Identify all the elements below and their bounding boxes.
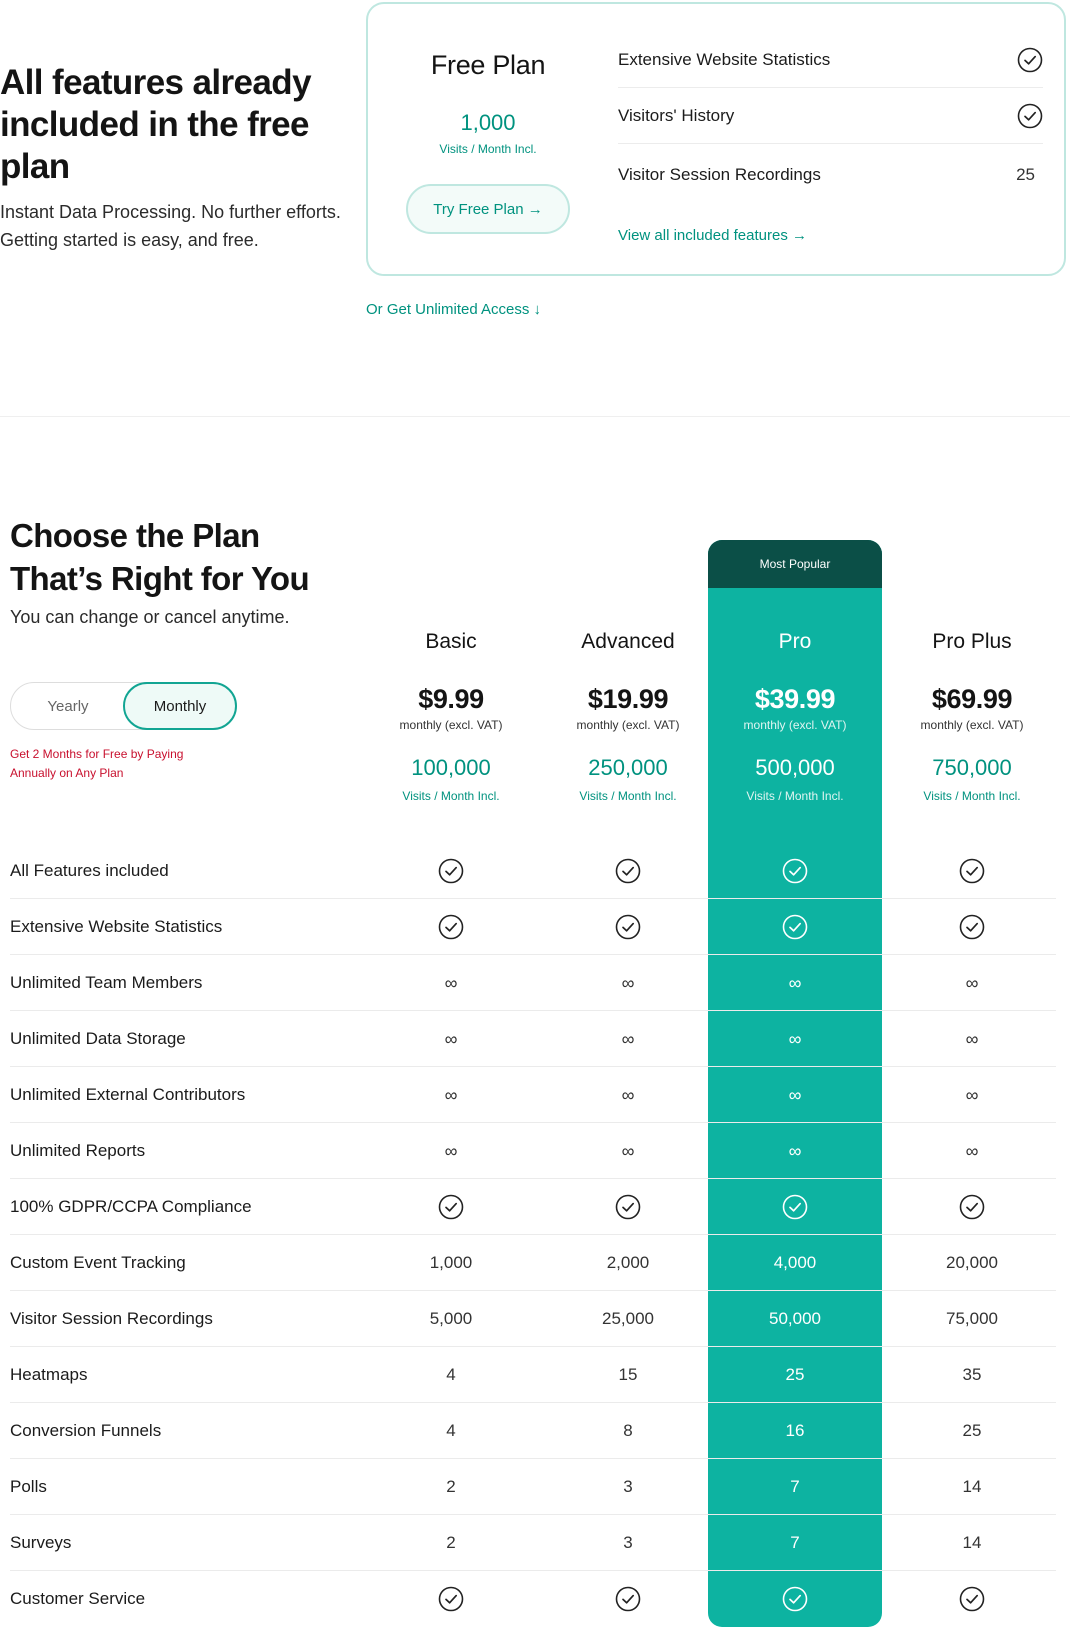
feature-cell-check <box>364 843 538 899</box>
free-plan-intro <box>0 62 350 254</box>
feature-row <box>10 1067 1056 1123</box>
infinity-icon: ∞ <box>444 1084 458 1105</box>
feature-cell-infinity <box>708 1123 882 1179</box>
plan-visits: 750,000 <box>932 755 1012 780</box>
feature-cell-value <box>708 1403 882 1459</box>
check-circle-icon <box>782 1586 808 1612</box>
feature-cell-infinity <box>708 1067 882 1123</box>
feature-row <box>10 1403 1056 1459</box>
feature-cell-infinity <box>541 955 715 1011</box>
plan-name: Advanced <box>581 630 675 653</box>
feature-label: Unlimited Data Storage <box>10 1029 186 1048</box>
check-circle-icon <box>959 914 985 940</box>
annual-promo-text: Get 2 Months for Free by Paying Annually on Any Plan <box>10 747 184 780</box>
feature-row <box>10 1011 1056 1067</box>
feature-cell-value <box>885 1235 1059 1291</box>
feature-value: 25 <box>785 1365 805 1384</box>
feature-value: 4,000 <box>773 1253 817 1272</box>
section-divider <box>0 416 1070 417</box>
check-circle-icon <box>1017 47 1043 73</box>
feature-cell-check <box>541 843 715 899</box>
feature-cell-value <box>364 1515 538 1571</box>
feature-label: Visitor Session Recordings <box>10 1309 213 1328</box>
feature-value: 3 <box>623 1477 633 1496</box>
feature-cell-check <box>541 899 715 955</box>
feature-cell-check <box>708 1179 882 1235</box>
plan-header-advanced <box>541 630 715 803</box>
check-circle-icon <box>438 1586 464 1612</box>
feature-cell-value <box>541 1291 715 1347</box>
feature-cell-value <box>541 1347 715 1403</box>
plan-price: $69.99 <box>931 684 1013 714</box>
feature-row <box>10 1459 1056 1515</box>
feature-value: 2 <box>446 1533 456 1552</box>
feature-label: Unlimited External Contributors <box>10 1085 246 1104</box>
infinity-icon: ∞ <box>621 1140 635 1161</box>
infinity-icon: ∞ <box>788 1140 802 1161</box>
free-plan-feature-row <box>618 32 1043 88</box>
free-plan-heading: All features already included in the free plan <box>0 63 311 186</box>
feature-row <box>10 1179 1056 1235</box>
feature-cell-value <box>364 1347 538 1403</box>
feature-cell-value <box>364 1459 538 1515</box>
feature-cell-check <box>708 899 882 955</box>
check-circle-icon <box>782 914 808 940</box>
feature-row <box>10 1571 1056 1627</box>
feature-cell-value <box>885 1403 1059 1459</box>
plan-price: $39.99 <box>754 684 836 714</box>
free-plan-card <box>366 2 1066 276</box>
check-circle-icon <box>1017 103 1043 129</box>
feature-value: 20,000 <box>946 1253 998 1272</box>
check-circle-icon <box>959 1194 985 1220</box>
feature-value: 15 <box>618 1365 638 1384</box>
feature-cell-value <box>885 1347 1059 1403</box>
infinity-icon: ∞ <box>621 1084 635 1105</box>
feature-cell-infinity <box>364 1067 538 1123</box>
feature-value: 5,000 <box>429 1309 473 1328</box>
plan-price-note: monthly (excl. VAT) <box>576 718 680 732</box>
feature-label: Unlimited Team Members <box>10 973 203 992</box>
feature-row <box>10 1235 1056 1291</box>
free-plan-feature-check <box>1017 103 1043 129</box>
plan-visits-label: Visits / Month Incl. <box>402 789 500 803</box>
feature-cell-value <box>708 1459 882 1515</box>
view-all-features-link[interactable]: View all included features → <box>618 227 807 244</box>
plan-price: $9.99 <box>418 684 484 714</box>
infinity-icon: ∞ <box>444 1028 458 1049</box>
feature-row <box>10 955 1056 1011</box>
feature-cell-check <box>364 899 538 955</box>
feature-cell-check <box>364 1571 538 1627</box>
plan-price: $19.99 <box>587 684 669 714</box>
feature-value: 35 <box>962 1365 982 1384</box>
feature-label: Conversion Funnels <box>10 1421 162 1440</box>
plan-visits-label: Visits / Month Incl. <box>746 789 844 803</box>
feature-value: 50,000 <box>769 1309 821 1328</box>
infinity-icon: ∞ <box>965 1140 979 1161</box>
feature-row <box>10 843 1056 899</box>
free-plan-feature-label: Visitor Session Recordings <box>618 165 821 184</box>
infinity-icon: ∞ <box>788 1028 802 1049</box>
infinity-icon: ∞ <box>621 972 635 993</box>
feature-cell-value <box>364 1403 538 1459</box>
check-circle-icon <box>782 858 808 884</box>
most-popular-badge: Most Popular <box>708 540 882 588</box>
feature-cell-value <box>364 1291 538 1347</box>
plan-name: Pro Plus <box>932 630 1012 653</box>
check-circle-icon <box>615 1194 641 1220</box>
free-plan-feature-label: Extensive Website Statistics <box>618 49 831 69</box>
feature-cell-infinity <box>541 1011 715 1067</box>
check-circle-icon <box>438 1194 464 1220</box>
feature-cell-infinity <box>885 1067 1059 1123</box>
plan-visits: 250,000 <box>588 755 668 780</box>
feature-row <box>10 1347 1056 1403</box>
feature-value: 4 <box>446 1421 456 1440</box>
feature-label: Unlimited Reports <box>10 1141 146 1160</box>
free-plan-feature-row <box>618 144 1043 206</box>
free-plan-visits: 1,000 <box>460 110 516 135</box>
infinity-icon: ∞ <box>965 972 979 993</box>
check-circle-icon <box>959 858 985 884</box>
feature-label: Custom Event Tracking <box>10 1253 186 1272</box>
feature-cell-check <box>885 899 1059 955</box>
infinity-icon: ∞ <box>444 972 458 993</box>
feature-cell-check <box>541 1179 715 1235</box>
feature-cell-check <box>541 1571 715 1627</box>
get-unlimited-access-link[interactable]: Or Get Unlimited Access ↓ <box>366 301 542 318</box>
feature-value: 7 <box>790 1477 800 1496</box>
feature-value: 25,000 <box>602 1309 654 1328</box>
feature-label: Heatmaps <box>10 1365 88 1384</box>
feature-value: 8 <box>623 1421 633 1440</box>
infinity-icon: ∞ <box>788 1084 802 1105</box>
feature-cell-infinity <box>541 1123 715 1179</box>
feature-value: 14 <box>962 1477 982 1496</box>
feature-comparison-table <box>10 843 1056 1627</box>
feature-cell-value <box>364 1235 538 1291</box>
plan-header-pro-plus <box>885 630 1059 803</box>
plan-price-note: monthly (excl. VAT) <box>399 718 503 732</box>
plan-price-note: monthly (excl. VAT) <box>920 718 1024 732</box>
feature-value: 4 <box>446 1365 456 1384</box>
feature-cell-infinity <box>364 955 538 1011</box>
check-circle-icon <box>615 1586 641 1612</box>
feature-label: Customer Service <box>10 1589 146 1608</box>
plan-visits-label: Visits / Month Incl. <box>923 789 1021 803</box>
feature-cell-value <box>885 1515 1059 1571</box>
feature-cell-infinity <box>541 1067 715 1123</box>
feature-value: 2,000 <box>606 1253 650 1272</box>
feature-cell-value <box>708 1515 882 1571</box>
free-plan-feature-row <box>618 88 1043 144</box>
feature-cell-check <box>708 843 882 899</box>
infinity-icon: ∞ <box>965 1028 979 1049</box>
yearly-option[interactable]: Yearly <box>11 682 125 730</box>
free-plan-feature-label: Visitors' History <box>618 105 735 125</box>
monthly-option[interactable]: Monthly <box>123 682 237 730</box>
check-circle-icon <box>438 858 464 884</box>
feature-cell-check <box>885 1571 1059 1627</box>
feature-value: 2 <box>446 1477 456 1496</box>
feature-value: 1,000 <box>429 1253 473 1272</box>
feature-cell-check <box>708 1571 882 1627</box>
feature-row <box>10 1515 1056 1571</box>
infinity-icon: ∞ <box>444 1140 458 1161</box>
plan-name: Pro <box>778 630 812 653</box>
plan-visits: 500,000 <box>755 755 835 780</box>
feature-value: 75,000 <box>946 1309 998 1328</box>
feature-row <box>10 899 1056 955</box>
check-circle-icon <box>438 914 464 940</box>
feature-cell-value <box>708 1347 882 1403</box>
plan-visits-label: Visits / Month Incl. <box>579 789 677 803</box>
feature-cell-check <box>885 843 1059 899</box>
feature-cell-infinity <box>885 1123 1059 1179</box>
plans-subtext: You can change or cancel anytime. <box>10 607 290 627</box>
free-plan-visits-label: Visits / Month Incl. <box>439 142 537 156</box>
feature-cell-value <box>541 1515 715 1571</box>
check-circle-icon <box>615 858 641 884</box>
infinity-icon: ∞ <box>621 1028 635 1049</box>
feature-label: Extensive Website Statistics <box>10 917 223 936</box>
feature-label: Surveys <box>10 1533 72 1552</box>
feature-row <box>10 1123 1056 1179</box>
check-circle-icon <box>615 914 641 940</box>
free-plan-feature-value: 25 <box>1016 165 1035 184</box>
feature-cell-infinity <box>885 955 1059 1011</box>
billing-toggle <box>10 682 236 730</box>
feature-cell-value <box>541 1235 715 1291</box>
feature-label: All Features included <box>10 861 169 880</box>
feature-cell-value <box>708 1291 882 1347</box>
feature-cell-infinity <box>708 1011 882 1067</box>
feature-value: 16 <box>785 1421 805 1440</box>
feature-cell-check <box>885 1179 1059 1235</box>
feature-cell-value <box>885 1291 1059 1347</box>
feature-value: 25 <box>962 1421 982 1440</box>
plan-visits: 100,000 <box>411 755 491 780</box>
feature-value: 7 <box>790 1533 800 1552</box>
feature-cell-value <box>885 1459 1059 1515</box>
feature-cell-infinity <box>885 1011 1059 1067</box>
feature-cell-value <box>541 1403 715 1459</box>
plans-heading: Choose the Plan That’s Right for You <box>10 517 310 597</box>
feature-cell-check <box>364 1179 538 1235</box>
feature-value: 3 <box>623 1533 633 1552</box>
free-plan-feature-check <box>1017 47 1043 73</box>
plans-intro <box>10 514 350 628</box>
check-circle-icon <box>782 1194 808 1220</box>
check-circle-icon <box>959 1586 985 1612</box>
plan-header-basic <box>364 630 538 803</box>
free-plan-subtext: Instant Data Processing. No further efforts. Getting started is easy, and free. <box>0 202 341 250</box>
feature-cell-infinity <box>364 1123 538 1179</box>
feature-cell-value <box>541 1459 715 1515</box>
plan-name: Basic <box>425 630 477 653</box>
feature-cell-infinity <box>364 1011 538 1067</box>
feature-value: 14 <box>962 1533 982 1552</box>
free-plan-title: Free Plan <box>430 50 546 80</box>
plan-price-note: monthly (excl. VAT) <box>743 718 847 732</box>
infinity-icon: ∞ <box>965 1084 979 1105</box>
try-free-plan-button[interactable]: Try Free Plan → <box>406 184 570 234</box>
feature-cell-value <box>708 1235 882 1291</box>
feature-label: 100% GDPR/CCPA Compliance <box>10 1197 252 1216</box>
feature-label: Polls <box>10 1477 47 1496</box>
feature-row <box>10 1291 1056 1347</box>
free-plan-feature-list <box>618 32 1043 206</box>
feature-cell-infinity <box>708 955 882 1011</box>
infinity-icon: ∞ <box>788 972 802 993</box>
plan-header-pro <box>708 630 882 803</box>
